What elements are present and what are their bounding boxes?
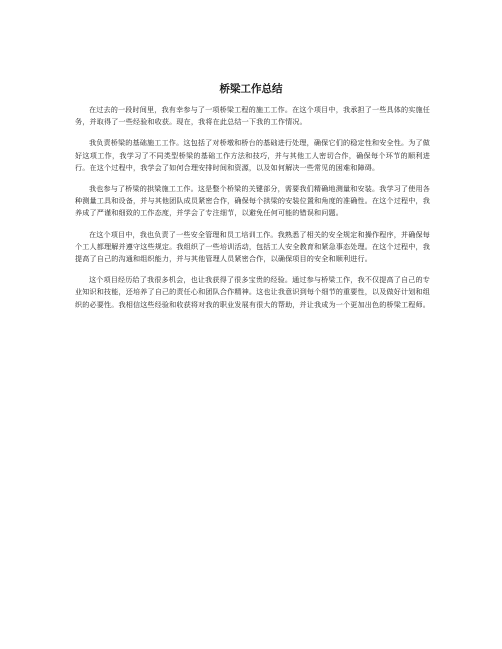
paragraph-conclusion: 这个项目经历给了我很多机会，也让我获得了很多宝贵的经验。通过参与桥梁工作，我不仅提高了自己的专业知识和技能，还培养了自己的责任心和团队合作精神。这也让我意识到每个细节的重要性，以及做好计划和组织的必要性。我相信这些经验和收获将对我的职业发展有很大的帮助，并让我成为一个更加出色的桥梁工程师。 [75, 275, 430, 309]
paragraph-intro: 在过去的一段时间里，我有幸参与了一项桥梁工程的施工工作。在这个项目中，我承担了一些具体的实施任务，并取得了一些经验和收获。现在，我将在此总结一下我的工作情况。 [75, 105, 430, 127]
paragraph-arch-beam-work: 我也参与了桥梁的拱梁施工工作。这是整个桥梁的关键部分，需要我们精确地测量和安装。我学习了使用各种测量工具和设备，并与其他团队成员紧密合作，确保每个拱梁的安装位置和角度的准确性。在这个过程中，我养成了严谨和细致的工作态度，并学会了专注细节，以避免任何可能的错误和问题。 [75, 184, 430, 218]
document-body [75, 104, 430, 320]
document-title: 桥梁工作总结 [219, 83, 283, 95]
paragraph-safety-training: 在这个项目中，我也负责了一些安全管理和员工培训工作。我熟悉了相关的安全规定和操作程序，并确保每个工人都理解并遵守这些规定。我组织了一些培训活动，包括工人安全教育和紧急事态处理。在这个过程中，我提高了自己的沟通和组织能力，并与其他管理人员紧密合作，以确保项目的安全和顺利进行。 [75, 229, 430, 264]
paragraph-foundation-work: 我负责桥梁的基础施工工作。这包括了对桥墩和桥台的基础进行处理，确保它们的稳定性和安全性。为了做好这项工作，我学习了不同类型桥梁的基础工作方法和技巧，并与其他工人密切合作，确保每个环节的顺利进行。在这个过程中，我学会了如何合理安排时间和资源，以及如何解决一些常见的困难和障碍。 [75, 138, 430, 172]
